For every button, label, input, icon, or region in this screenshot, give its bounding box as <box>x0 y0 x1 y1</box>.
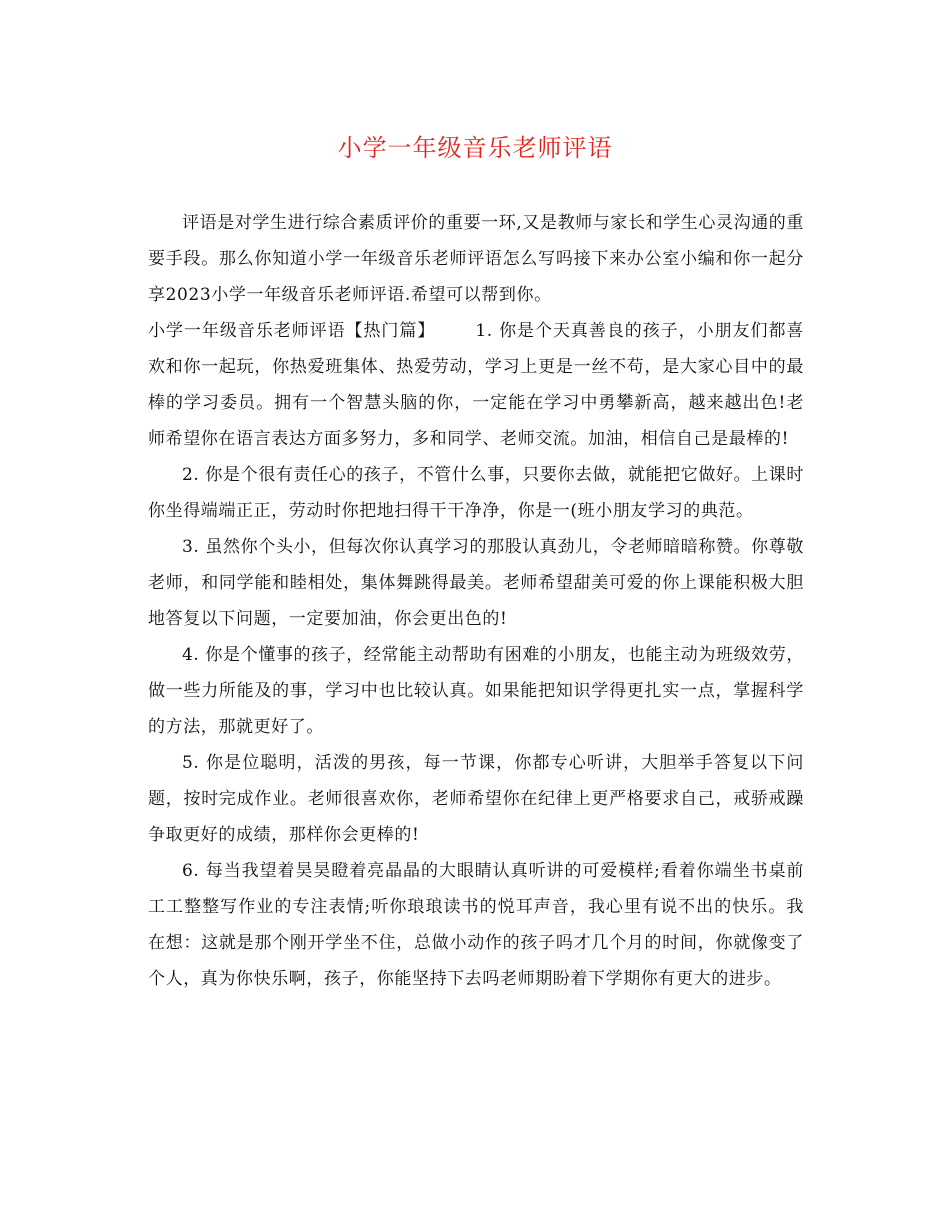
comment-item-6: 6. 每当我望着昊昊瞪着亮晶晶的大眼睛认真听讲的可爱模样;看着你端坐书桌前工工整整写作业的专注表情;听你琅琅读书的悦耳声音，我心里有说不出的快乐。我在想：这就是那个刚开学坐不住，总做小动作的孩子吗才几个月的时间，你就像变了个人，真为你快乐啊，孩子，你能坚持下去吗老师期盼着下学期你有更大的进步。 <box>148 861 804 989</box>
comment-item-2: 2. 你是个很有责任心的孩子，不管什么事，只要你去做，就能把它做好。上课时你坐得端端正正，劳动时你把地扫得干干净净，你是一(班小朋友学习的典范。 <box>148 465 804 521</box>
document-body <box>148 205 804 997</box>
comment-item-5: 5. 你是位聪明，活泼的男孩，每一节课，你都专心听讲，大胆举手答复以下问题，按时完成作业。老师很喜欢你，老师希望你在纪律上更严格要求自己，戒骄戒躁争取更好的成绩，那样你会更棒的! <box>148 753 804 845</box>
section-paragraph <box>148 313 804 457</box>
section-heading: 小学一年级音乐老师评语【热门篇】 <box>148 321 436 341</box>
comment-item-3: 3. 虽然你个头小，但每次你认真学习的那股认真劲儿，令老师暗暗称赞。你尊敬老师，和同学能和睦相处，集体舞跳得最美。老师希望甜美可爱的你上课能积极大胆地答复以下问题，一定要加油，你会更出色的! <box>148 537 804 629</box>
intro-paragraph: 评语是对学生进行综合素质评价的重要一环,又是教师与家长和学生心灵沟通的重要手段。那么你知道小学一年级音乐老师评语怎么写吗接下来办公室小编和你一起分享2023小学一年级音乐老师评语.希望可以帮到你。 <box>148 213 805 305</box>
comment-item-1: 1. 你是个天真善良的孩子，小朋友们都喜欢和你一起玩，你热爱班集体、热爱劳动，学习上更是一丝不苟，是大家心目中的最棒的学习委员。拥有一个智慧头脑的你，一定能在学习中勇攀新高，越来越出色!老师希望你在语言表达方面多努力，多和同学、老师交流。加油，相信自己是最棒的! <box>148 321 804 449</box>
comment-item-4: 4. 你是个懂事的孩子，经常能主动帮助有困难的小朋友，也能主动为班级效劳，做一些力所能及的事，学习中也比较认真。如果能把知识学得更扎实一点，掌握科学的方法，那就更好了。 <box>148 645 804 737</box>
document-title: 小学一年级音乐老师评语 <box>337 134 613 162</box>
